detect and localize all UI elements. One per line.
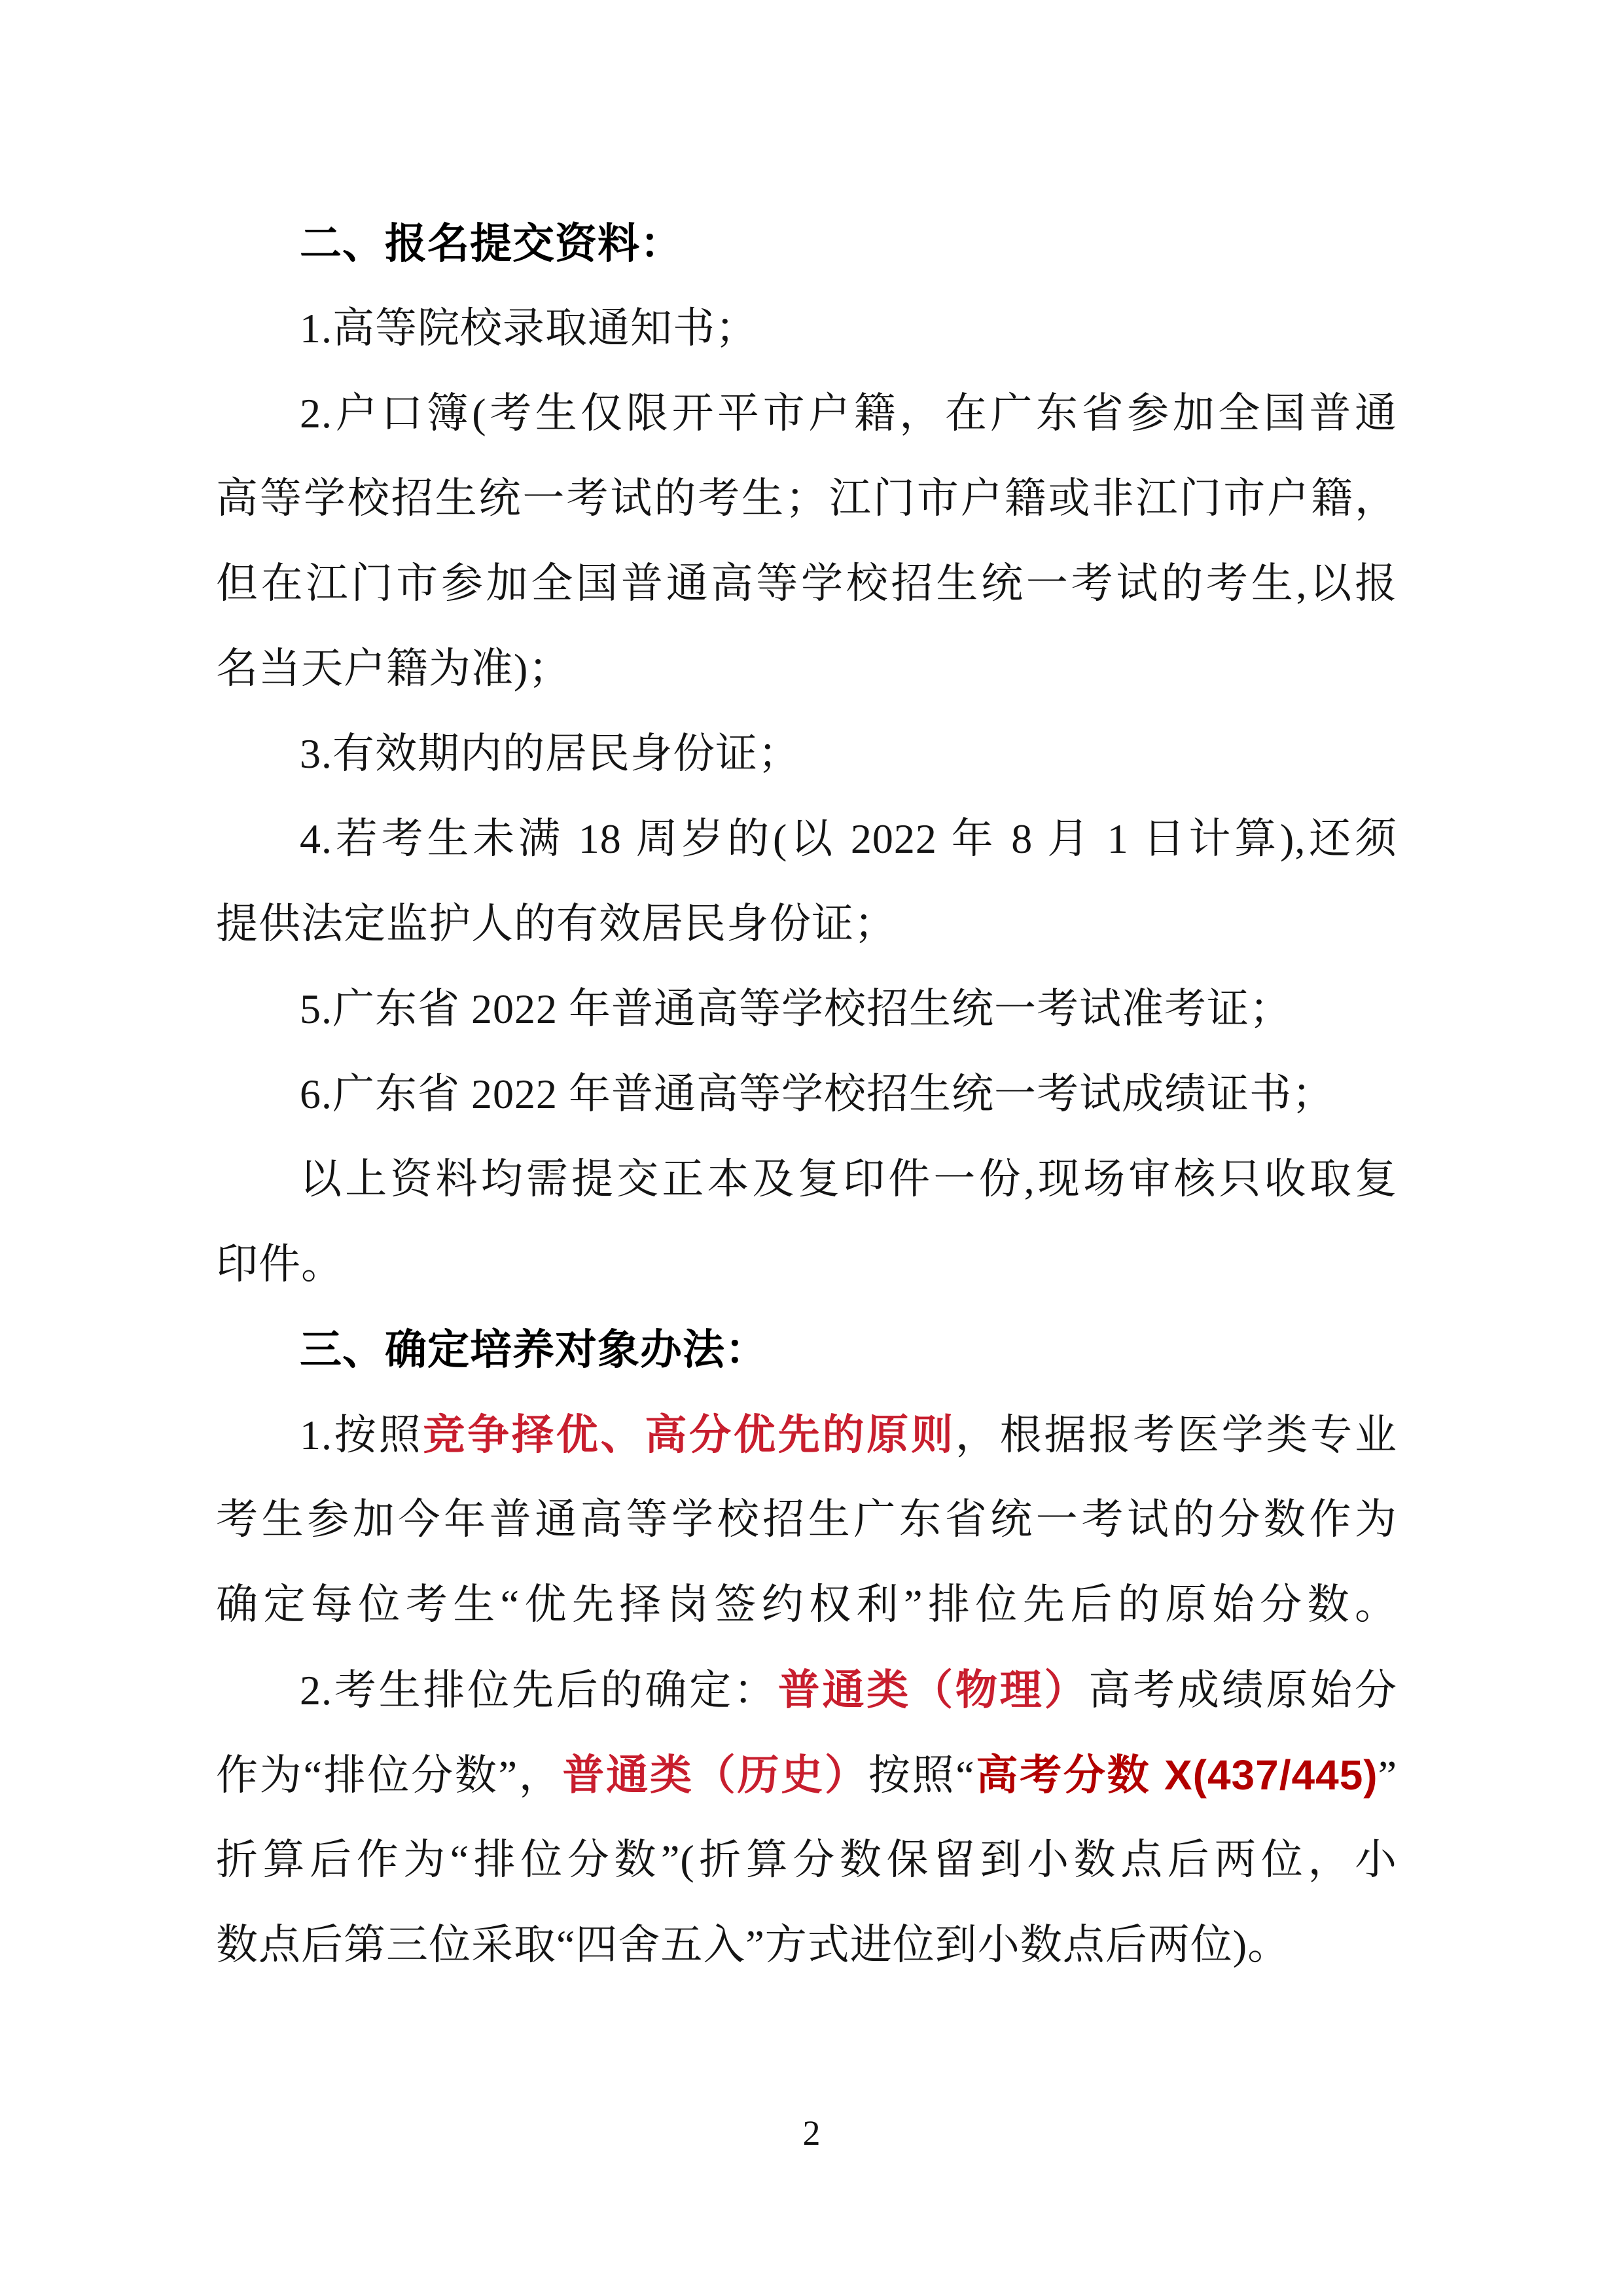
text-line xyxy=(216,967,1397,1052)
text-line xyxy=(216,626,1397,711)
text-line xyxy=(216,1732,1397,1818)
text-line xyxy=(216,1647,1397,1732)
body-text: ，根据报考医学类专业 xyxy=(955,1412,1397,1458)
body-text: 考生参加今年普通高等学校招生广东省统一考试的分数作为 xyxy=(216,1496,1397,1543)
body-text: 折算后作为“排位分数”(折算分数保留到小数点后两位，小 xyxy=(216,1837,1397,1883)
red-emphasis-text: 普通类（物理） xyxy=(777,1666,1089,1713)
red-emphasis-text: 普通类（历史） xyxy=(562,1751,868,1799)
body-text: 提供法定监护人的有效居民身份证； xyxy=(216,901,897,947)
red-formula-text: 高考分数 X(437/445) xyxy=(974,1751,1378,1799)
body-text: 3.有效期内的居民身份证； xyxy=(300,730,800,777)
text-line xyxy=(216,882,1397,967)
body-text: 以上资料均需提交正本及复印件一份,现场审核只收取复 xyxy=(300,1156,1397,1202)
body-text: 2.考生排位先后的确定： xyxy=(300,1667,778,1713)
body-text: 高考成绩原始分 xyxy=(1088,1667,1398,1713)
body-text: 但在江门市参加全国普通高等学校招生统一考试的考生,以报 xyxy=(216,560,1397,607)
body-text: 1.按照 xyxy=(300,1412,423,1458)
body-text: 名当天户籍为准)； xyxy=(216,645,571,692)
section-heading: 三、确定培养对象办法： xyxy=(300,1326,768,1373)
body-text: 印件。 xyxy=(216,1241,344,1287)
body-text: 6.广东省 2022 年普通高等学校招生统一考试成绩证书； xyxy=(300,1071,1334,1117)
heading-line xyxy=(216,1307,1397,1392)
text-line xyxy=(216,1477,1397,1562)
body-text: 2.户口簿(考生仅限开平市户籍，在广东省参加全国普通 xyxy=(300,390,1397,437)
text-line xyxy=(216,456,1397,541)
body-text: 高等学校招生统一考试的考生；江门市户籍或非江门市户籍， xyxy=(216,475,1397,522)
body-text: 4.若考生未满 18 周岁的(以 2022 年 8 月 1 日计算),还须 xyxy=(300,816,1397,862)
body-text: 数点后第三位采取“四舍五入”方式进位到小数点后两位)。 xyxy=(216,1922,1291,1968)
text-line xyxy=(216,1052,1397,1137)
text-line xyxy=(216,1392,1397,1477)
body-text: 1.高等院校录取通知书； xyxy=(300,305,758,351)
text-line xyxy=(216,1222,1397,1307)
body-text: ” xyxy=(1378,1752,1398,1799)
text-line xyxy=(216,1818,1397,1903)
text-line xyxy=(216,1137,1397,1222)
text-line xyxy=(216,1903,1397,1988)
text-line xyxy=(216,541,1397,626)
body-text: 按照“ xyxy=(868,1752,975,1799)
document-body xyxy=(216,201,1397,1988)
heading-line xyxy=(216,201,1397,286)
body-text: 确定每位考生“优先择岗签约权利”排位先后的原始分数。 xyxy=(216,1581,1397,1628)
text-line xyxy=(216,711,1397,797)
text-line xyxy=(216,1562,1397,1647)
body-text: 作为“排位分数”， xyxy=(216,1752,563,1799)
section-heading: 二、报名提交资料： xyxy=(300,220,683,267)
text-line xyxy=(216,797,1397,882)
body-text: 5.广东省 2022 年普通高等学校招生统一考试准考证； xyxy=(300,986,1292,1032)
text-line xyxy=(216,286,1397,371)
page-number: 2 xyxy=(802,2113,821,2153)
red-emphasis-text: 竞争择优、高分优先的原则 xyxy=(423,1411,955,1458)
text-line xyxy=(216,371,1397,456)
